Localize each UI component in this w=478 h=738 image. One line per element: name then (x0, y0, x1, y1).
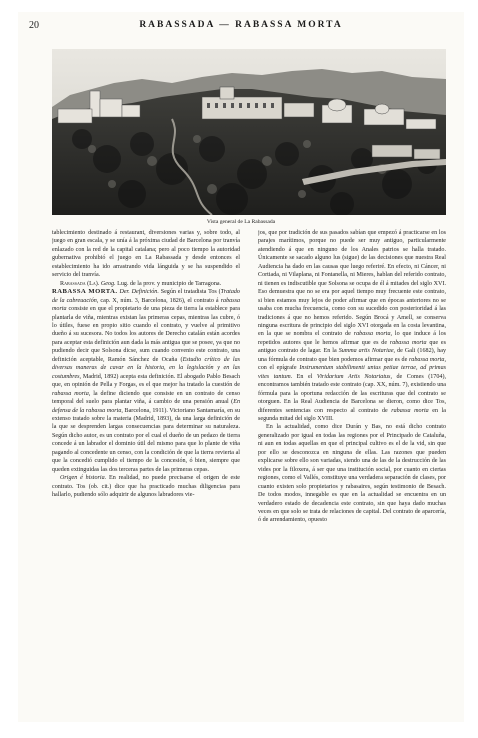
text-run: Según el tratadista Tos ( (160, 289, 221, 296)
term: rabassa morta (52, 297, 240, 313)
paragraph (52, 280, 240, 288)
book-title: En defensa de la rabassa morta (52, 399, 240, 414)
book-title: Estudio crítico de las diversas maneras de cavar en la historia, en la legislación y en las costumbres (52, 356, 240, 380)
text-run: , Madrid, 1892) acepta esta definición. El abogado Pablo Besach que, en opinión de Pella y Forgas, es el que mejor ha tratado la cuestión de (52, 373, 240, 389)
section-label: Origen é historia. (60, 475, 107, 482)
left-column (52, 229, 240, 715)
entry-text: Lug. de la prov. y municipio de Tarragona. (117, 280, 222, 287)
text-run: , de Gali (1682), hay una fórmula de contrato que bien podemos afirmar que es de (258, 348, 446, 363)
entry-headword: Rabassada (La). (60, 280, 100, 287)
term: rabassa morta (353, 331, 391, 338)
text-run: En realidad, no puede precisarse el origen de este contrato. Tos (ob. cit.) dice que ha practicado muchas diligencias para hallarlo, pudiendo sólo adquirir de algunos labradores vie- (52, 475, 240, 499)
text-run: , lo que induce á los repetidos autores que le hemos afirmar que es de (258, 331, 446, 346)
section-label: Der. Definición. (119, 289, 159, 296)
paragraph (52, 474, 240, 499)
text-run: , de Comes (1704), encontramos también tratado este contrato (cap. XX, núm. 7), existiendo una fórmula para la oportuna redacción de las escrituras que del contrato se otorguen. En la Real Audiencia de Barcelona se dieron, como dice Tos, diferentes sentencias con respecto al contrato de (258, 373, 446, 414)
term: rabassa morta (391, 407, 429, 414)
entry-headword: RABASSA MORTA. (52, 288, 118, 296)
text-run: , con el epígrafe (258, 356, 446, 372)
book-title: Tratado de la cabreuación (52, 289, 240, 304)
text-run: , Barcelona, 1911). Victoriano Santamaría, en su extenso tratado sobre la materia (Madrid, 1893), da una larga definición de la que se desprenden largas consecuencias para determinar su naturaleza. Según dicho autor, es un contrato por el cual el dueño de un pedazo de tierra concede á un labrador el dominio útil del mismo para que lo plante de viña pagando al concedente un censo, con la condición de que la tierra revierta al que la concedió cumplido el tiempo de la concesión, ó bien, siempre que queden extinguidas las dos terceras partes de las primeras cepas. (52, 407, 240, 473)
book-page (18, 12, 464, 722)
page-number: 20 (29, 20, 39, 31)
page-header (18, 20, 464, 34)
text-run: , cap. X, núm. 3, Barcelona, 1826), el contrato á (96, 297, 221, 304)
book-title: Summa artis Notariae (338, 348, 394, 355)
right-column (258, 229, 446, 715)
paragraph: En la actualidad, como dice Durán y Bas, no está dicho contrato generalizado por igual en todas las regiones por el Principado de Cataluña, ni aun en todas aquellas en que el principal cultivo es el de la vid, sin que por ello se desconozca en ninguna de ellas. Las razones que pueden explicarse sobre ello son variadas, siendo una de las de la destrucción de las vides por la filoxera, á ser que una institución social, por cuanto en ciertas regiones, como el Vallés, constituye una verdadera separación de clases, por cuanto existen solo propietarios y rabasaires, según testimonio de Besach. De todos modos, innegable es que en la actualidad se encuentra en un verdadero estado de decadencia este contrato, sin que haya dado muchas veces en que solo se trata de relaciones de capital. Del contrato de aparcería, ó de arrendamiento, opuesto (258, 424, 446, 524)
text-run: que es antiguo contrato de lagar. En la (258, 339, 446, 355)
paragraph: tablecimiento destinado á restaurant, diversiones varias y, sobre todo, al juego en gran escala, y se unía á la próxima ciudad de Barcelona por tranvía enlazado con la red de la capital catalana; pero al poco tiempo la autoridad gubernativa prohibió el juego en La Rabassada y desde entonces el establecimiento ha ido arrastrando vida lánguida y se ha suspendido el servicio del tranvía. (52, 230, 240, 279)
text-run: en la segunda mitad del siglo XVIII. (258, 407, 446, 422)
term: rabassa morta (389, 339, 427, 346)
text-run: jos, que por tradición de sus pasados sabían que empezó á practicarse en los parajes marítimos, porque no puede ser muy antiguo, particularmente atendiendo á que en ninguno de los Anales patrios se halla tratado. Únicamente se sacado alguno lus (sigue) de las decisiones que nuestra Real Audiencia ha dado en las causas que luego referiré. En efecto, ni Cáncer, ni Cortiada, ni Vilaplana, ni Fontanella, ni Mieres, hablan del referido contrato, ni tienen es indiscutible que Solsona se ocupa de él á mitades del siglo XVI. Eso demuestra que no se era por aquel tiempo muy frecuente este contrato, si bien estamos muy lejos de poder afirmar que en épocas anteriores no se usaba con mucha frecuencia, como con su sucedido con posterioridad á las tradiciones á que no hemos referido. Según Brocá y Amell, se conserva ninguna escritura de principio del siglo XVI otorgada en la costa levantina, en la que se nombra el contrato de (258, 230, 446, 338)
term: rabassa morta (408, 356, 445, 363)
text-run: . En el (290, 373, 317, 380)
running-title: RABASSADA — RABASSA MORTA (139, 20, 343, 30)
body-text (52, 229, 446, 715)
hillside-photograph (52, 49, 446, 215)
figure-caption: Vista general de La Rabassada (206, 219, 276, 225)
text-run: consiste en que el propietario de una pieza de tierra la establece para plantarla de viña, mientras existan las primeras cepas, mientras las cubre, ó lo útiles, fuese en propio sitio cuando el contrato, y vuelve al primitivo dueño á su sucesora. No todos los autores de Derecho catalán están acordes para aceptar esta definición aun dada la más antigua que se posee, ya que no pudiendo decir que Solsona dicse, sum cuando convenio este contrato, una definición aceptable, Ramón Sánchez de Ocaña ( (52, 306, 240, 363)
book-title: Viridarium Artis Notariatus (316, 373, 391, 380)
book-title: Instrumentum stabilimenti unius petiae terrae, ad primas vites tantum (258, 365, 446, 380)
text-run: , la define diciendo que consiste en un contrato de censo temporal del suelo para plantar viña, á cambio de una pensión anual ( (52, 390, 240, 406)
paragraph (52, 288, 240, 474)
term: rabassa morta (52, 390, 89, 397)
entry-category: Geog. (100, 280, 116, 287)
paragraph (258, 229, 446, 423)
